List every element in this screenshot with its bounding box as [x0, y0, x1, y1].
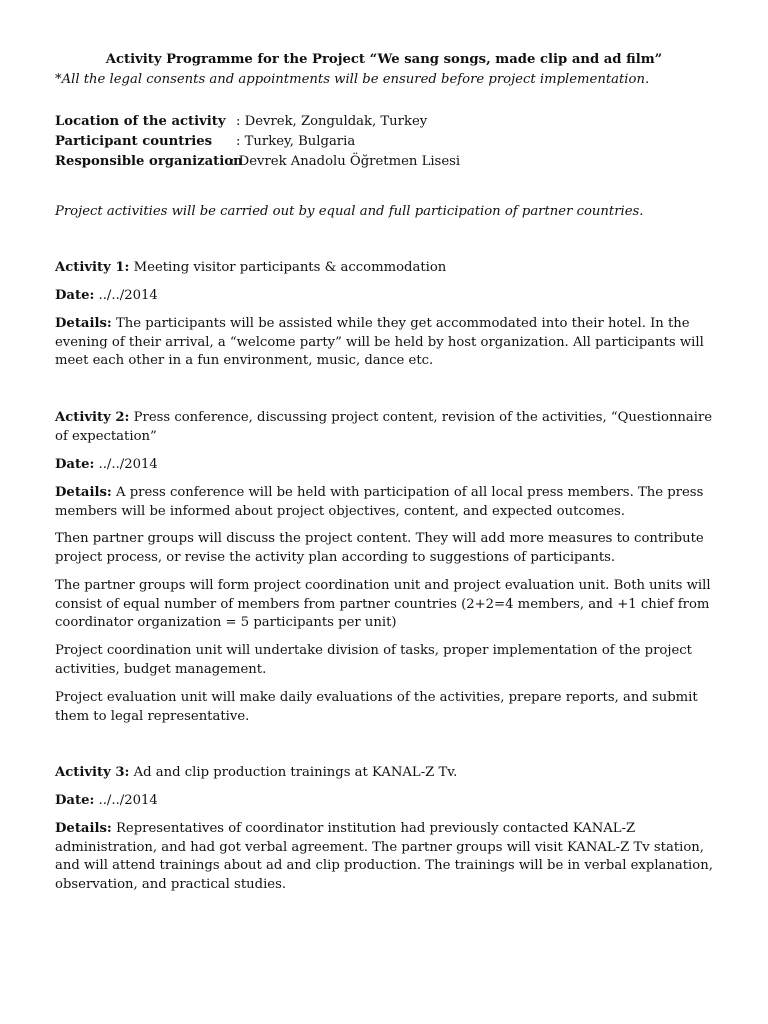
- activity-1-label: Activity 1:: [55, 260, 130, 275]
- activity-2-heading: [55, 409, 715, 446]
- activity-3-date-value: ../../2014: [98, 793, 158, 808]
- activity-2-paragraph: Project evaluation unit will make daily evaluations of the activities, prepare reports, and submit them to legal representative.: [55, 690, 698, 724]
- activity-3-details-text: Representatives of coordinator institution had previously contacted KANAL-Z administration, and had got verbal agreement. The partner groups will visit KANAL-Z Tv station, and will attend trainings about ad and clip production. The trainings will be in verbal explanation, observation, and practical studies.: [55, 821, 713, 893]
- activity-2-paragraph: Then partner groups will discuss the project content. They will add more measures to contribute project process, or revise the activity plan according to suggestions of participants.: [55, 531, 704, 565]
- activity-2-details: [55, 484, 715, 521]
- activity-1-date-value: ../../2014: [98, 288, 158, 303]
- activity-2-date: [55, 456, 715, 475]
- activity-1-details: [55, 315, 715, 371]
- date-label: Date:: [55, 288, 95, 303]
- countries-value: : Turkey, Bulgaria: [236, 134, 356, 149]
- location-value: : Devrek, Zonguldak, Turkey: [236, 114, 428, 129]
- date-label: Date:: [55, 793, 95, 808]
- organization-label: Responsible organization: [55, 154, 243, 169]
- activity-3-title: Ad and clip production trainings at KANAL-Z Tv.: [133, 765, 458, 780]
- activity-3-date: [55, 792, 715, 811]
- activity-3-heading: [55, 764, 715, 783]
- location-label: Location of the activity: [55, 114, 226, 129]
- activity-1-date: [55, 287, 715, 306]
- activity-3-details: [55, 820, 715, 895]
- details-label: Details:: [55, 821, 112, 836]
- organization-value: : Devrek Anadolu Öğretmen Lisesi: [230, 154, 461, 169]
- activity-2-paragraph: The partner groups will form project coordination unit and project evaluation unit. Both units will consist of equal number of members from partner countries (2+2=4 members, and +1 chief from coordinator organization = 5 participants per unit): [55, 578, 711, 631]
- activity-2-paragraph: Project coordination unit will undertake division of tasks, proper implementation of the project activities, budget management.: [55, 643, 692, 677]
- activity-1-title: Meeting visitor participants & accommodation: [133, 260, 447, 275]
- activity-2-label: Activity 2:: [55, 410, 130, 425]
- activity-3-label: Activity 3:: [55, 765, 130, 780]
- intro-text: Project activities will be carried out by equal and full participation of partner countries.: [55, 204, 644, 219]
- consent-note: *All the legal consents and appointments will be ensured before project implementation.: [55, 72, 650, 87]
- activity-2-details-text: A press conference will be held with participation of all local press members. The press members will be informed about project objectives, content, and expected outcomes.: [55, 485, 704, 519]
- details-label: Details:: [55, 485, 112, 500]
- document-title: Activity Programme for the Project “We sang songs, made clip and ad film”: [105, 52, 663, 67]
- activity-2-title: Press conference, discussing project content, revision of the activities, “Questionnaire of expectation”: [55, 410, 713, 444]
- activity-1-details-text: The participants will be assisted while they get accommodated into their hotel. In the evening of their arrival, a “welcome party” will be held by host organization. All participants will meet each other in a fun environment, music, dance etc.: [55, 316, 704, 369]
- activity-1-heading: [55, 259, 715, 278]
- details-label: Details:: [55, 316, 112, 331]
- date-label: Date:: [55, 457, 95, 472]
- activity-2-date-value: ../../2014: [98, 457, 158, 472]
- countries-label: Participant countries: [55, 134, 213, 149]
